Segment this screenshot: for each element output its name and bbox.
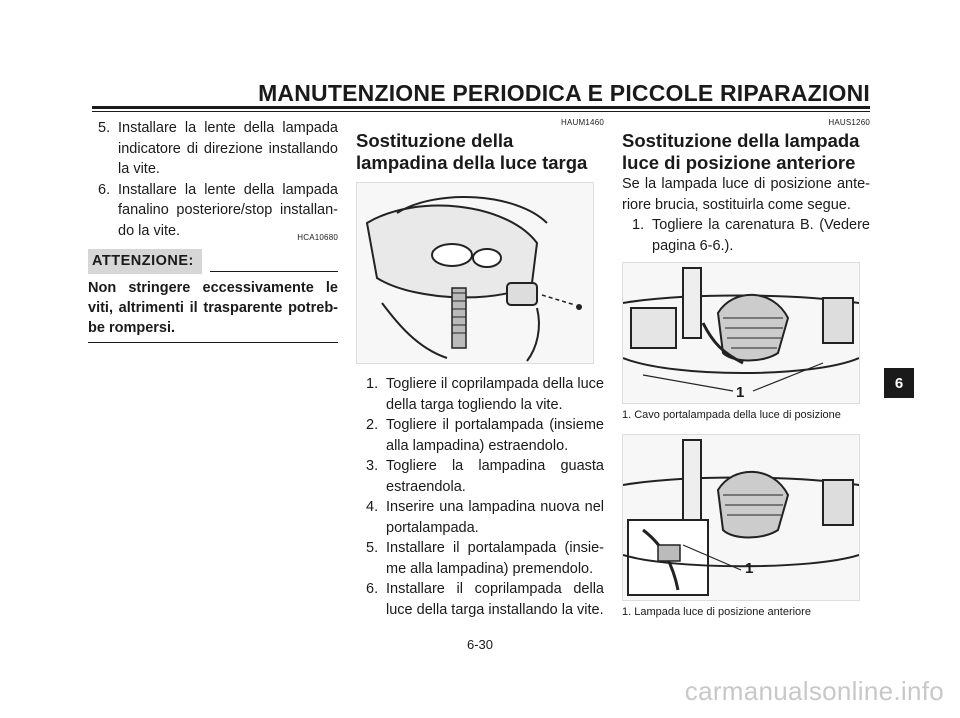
step-number: 6. (366, 581, 379, 597)
header-rule-thick (92, 106, 870, 109)
position-light-cable-figure (622, 262, 860, 404)
step-text: Togliere il coprilampada della luce della targa togliendo la vite. (386, 376, 604, 413)
step-number: 1. (366, 376, 379, 392)
section-title: Sostituzione della lampadina della luce targa (356, 130, 588, 173)
page-title: MANUTENZIONE PERIODICA E PICCOLE RIPARAZIONI (258, 80, 870, 106)
step-text: Installare la lente della lampada fanalino posteriore/stop installan-do la vite. (118, 181, 338, 239)
step-item (88, 180, 338, 242)
page-number: 6-30 (466, 637, 494, 652)
front-cowl-illustration-1 (623, 263, 859, 403)
chapter-tab: 6 (884, 368, 914, 398)
caution-text: Non stringere eccessivamente le viti, altrimenti il trasparente potreb-be rompersi. (88, 279, 338, 336)
step-text: Togliere il portalampada (insieme alla lampadina) estraendolo. (386, 417, 604, 454)
intro-text: Se la lampada luce di posizione ante-riore brucia, sostituirla come segue. (622, 176, 870, 213)
callout-number: 1 (745, 560, 754, 577)
reference-code: HAUS1260 (828, 118, 870, 127)
front-cowl-illustration-2 (623, 435, 859, 600)
step-text: Installare il coprilampada della luce della targa installando la vite. (386, 581, 604, 618)
caution-header (88, 249, 338, 274)
step-item (356, 415, 604, 456)
step-number: 1. (632, 217, 645, 233)
watermark: carmanualsonline.info (684, 676, 944, 706)
step-item (356, 374, 604, 415)
step-number: 2. (366, 417, 379, 433)
step-item (622, 215, 870, 256)
step-text: Inserire una lampadina nuova nel portalampada. (386, 499, 604, 536)
caution-rule (210, 271, 338, 272)
step-number: 5. (366, 540, 379, 556)
step-number: 3. (366, 458, 379, 474)
header-rule-thin (92, 111, 870, 112)
caution-end-rule (88, 342, 338, 343)
step-text: Togliere la lampadina guasta estraendola. (386, 458, 604, 495)
scooter-rear-illustration (357, 183, 593, 363)
step-number: 5. (98, 120, 111, 136)
step-item (88, 118, 338, 180)
license-light-figure (356, 182, 594, 364)
callout-number: 1 (736, 384, 745, 401)
step-item (356, 579, 604, 620)
step-text: Togliere la carenatura B. (Vedere pagina 6-6.). (652, 217, 870, 254)
caution-label: ATTENZIONE: (88, 249, 202, 274)
left-column (88, 118, 338, 343)
step-number: 6. (98, 181, 111, 198)
figure-caption: 1. Cavo portalampada della luce di posizione (622, 409, 841, 421)
step-text: Installare la lente della lampada indicatore di direzione installando la vite. (118, 120, 338, 177)
reference-code: HAUM1460 (561, 118, 604, 127)
reference-code: HCA10680 (297, 233, 338, 242)
step-item (356, 497, 604, 538)
position-lamp-figure (622, 434, 860, 601)
step-item (356, 456, 604, 497)
middle-column (356, 118, 604, 620)
step-text: Installare il portalampada (insie-me alla lampadina) premendolo. (386, 540, 604, 577)
section-title: Sostituzione della lampada luce di posizione anteriore (622, 130, 860, 173)
step-item (356, 538, 604, 579)
right-column (622, 118, 870, 619)
step-number: 4. (366, 499, 379, 515)
figure-caption: 1. Lampada luce di posizione anteriore (622, 606, 811, 618)
